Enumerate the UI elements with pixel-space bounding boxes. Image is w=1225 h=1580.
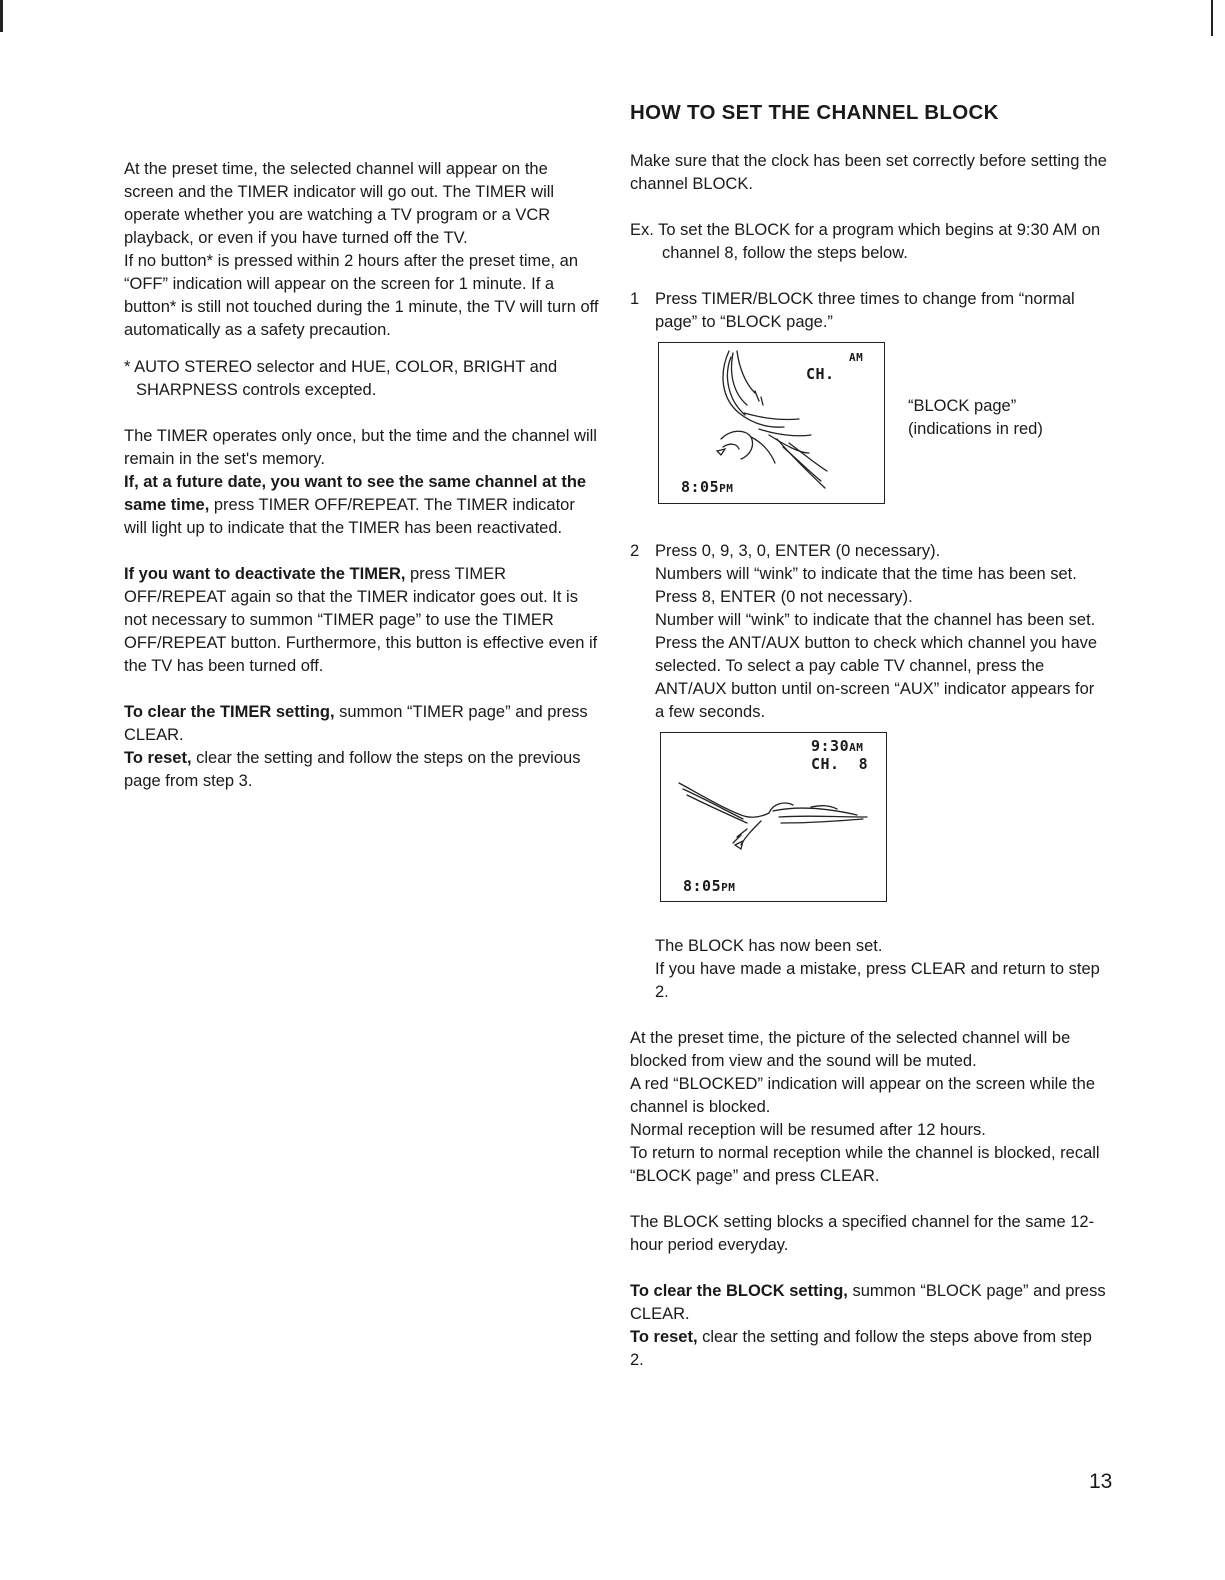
block-set-screen — [660, 732, 887, 902]
example-paragraph: Ex. To set the BLOCK for a program which begins at 9:30 AM on channel 8, follow the steps below. — [630, 221, 1101, 262]
step-1-text: Press TIMER/BLOCK three times to change from “normal page” to “BLOCK page.” — [655, 290, 1075, 331]
step-2-line-5: Press the ANT/AUX button to check which channel you have selected. To select a pay cable TV channel, press the ANT/AUX button until on-screen “AUX” indicator appears for a few seconds. — [655, 634, 1098, 721]
screen2-channel: CH. 8 — [811, 755, 869, 773]
page-number: 13 — [1089, 1470, 1113, 1493]
deactivate-paragraph — [124, 563, 599, 678]
screen1-channel: CH. — [806, 365, 835, 383]
block-set-confirmation — [630, 935, 1108, 1004]
reset-block-lead: To reset, — [630, 1328, 698, 1346]
reset-block-text: clear the setting and follow the steps above from step 2. — [630, 1328, 1092, 1369]
clear-timer-lead: To clear the TIMER setting, — [124, 703, 335, 721]
reset-block-paragraph — [630, 1326, 1108, 1372]
caption-line-2: (indications in red) — [908, 420, 1043, 438]
block-set-line-1: The BLOCK has now been set. — [655, 937, 883, 955]
step-2-line-2: Numbers will “wink” to indicate that the time has been set. — [655, 565, 1077, 583]
timer-preset-paragraph-1: At the preset time, the selected channel will appear on the screen and the TIMER indicator will go out. The TIMER will operate whether you are watching a TV program or a VCR playback, or even if you have turned off the TV. — [124, 160, 555, 247]
scan-edge-mark-right — [1211, 0, 1213, 36]
intro-paragraph: Make sure that the clock has been set correctly before setting the channel BLOCK. — [630, 152, 1107, 193]
screen1-clock: 8:05PM — [681, 478, 734, 496]
timer-once-paragraph: The TIMER operates only once, but the time and the channel will remain in the set's memory. — [124, 427, 597, 468]
block-page-screen — [658, 342, 885, 504]
preset-line-3: Normal reception will be resumed after 12 hours. — [630, 1121, 986, 1139]
block-page-caption — [908, 395, 1098, 441]
block-period-paragraph: The BLOCK setting blocks a specified channel for the same 12-hour period everyday. — [630, 1213, 1095, 1254]
step-2-number: 2 — [630, 542, 640, 560]
caption-line-1: “BLOCK page” — [908, 397, 1017, 415]
preset-line-1: At the preset time, the picture of the selected channel will be blocked from view and the sound will be muted. — [630, 1029, 1071, 1070]
repeat-lead: If, at a future date, you want to see the same channel at the same time, — [124, 473, 587, 514]
screen2-time: 9:30AM — [811, 737, 864, 755]
preset-line-4: To return to normal reception while the channel is blocked, recall “BLOCK page” and press CLEAR. — [630, 1144, 1100, 1185]
step-2-line-4: Number will “wink” to indicate that the channel has been set. — [655, 611, 1096, 629]
reset-timer-text: clear the setting and follow the steps on the previous page from step 3. — [124, 749, 581, 790]
clear-block-paragraph — [630, 1280, 1108, 1326]
right-column — [630, 150, 1108, 1372]
preset-line-2: A red “BLOCKED” indication will appear on the screen while the channel is blocked. — [630, 1075, 1095, 1116]
reset-timer-paragraph — [124, 747, 599, 793]
step-1 — [630, 288, 1108, 334]
clear-timer-text: summon “TIMER page” and press CLEAR. — [124, 703, 588, 744]
clear-block-text: summon “BLOCK page” and press CLEAR. — [630, 1282, 1106, 1323]
repeat-text: press TIMER OFF/REPEAT. The TIMER indicator will light up to indicate that the TIMER has been reactivated. — [124, 496, 575, 537]
step-2-line-1: Press 0, 9, 3, 0, ENTER (0 necessary). — [655, 542, 941, 560]
deactivate-text: press TIMER OFF/REPEAT again so that the TIMER indicator goes out. It is not necessary to summon “TIMER page” to use the TIMER OFF/REPEAT button. Furthermore, this button is effective even if the TV has been turned off. — [124, 565, 598, 675]
screen2-clock: 8:05PM — [683, 877, 736, 895]
clear-block-lead: To clear the BLOCK setting, — [630, 1282, 848, 1300]
repeat-paragraph — [124, 471, 599, 540]
step-1-number: 1 — [630, 290, 640, 308]
timer-preset-paragraph-2: If no button* is pressed within 2 hours after the preset time, an “OFF” indication will appear on the screen for 1 minute. If a button* is still not touched during the 1 minute, the TV will turn off automatically as a safety precaution. — [124, 252, 599, 339]
left-column — [124, 158, 599, 793]
clear-timer-paragraph — [124, 701, 599, 747]
section-heading: HOW TO SET THE CHANNEL BLOCK — [630, 101, 999, 124]
step-2-line-3: Press 8, ENTER (0 not necessary). — [655, 588, 913, 606]
block-set-line-2: If you have made a mistake, press CLEAR and return to step 2. — [655, 960, 1100, 1001]
step-2 — [630, 540, 1108, 724]
scan-edge-mark-left — [0, 0, 3, 32]
reset-timer-lead: To reset, — [124, 749, 192, 767]
deactivate-lead: If you want to deactivate the TIMER, — [124, 565, 406, 583]
footnote: * AUTO STEREO selector and HUE, COLOR, BRIGHT and SHARPNESS controls excepted. — [124, 358, 558, 399]
screen1-top-indicator: AM — [849, 351, 864, 364]
